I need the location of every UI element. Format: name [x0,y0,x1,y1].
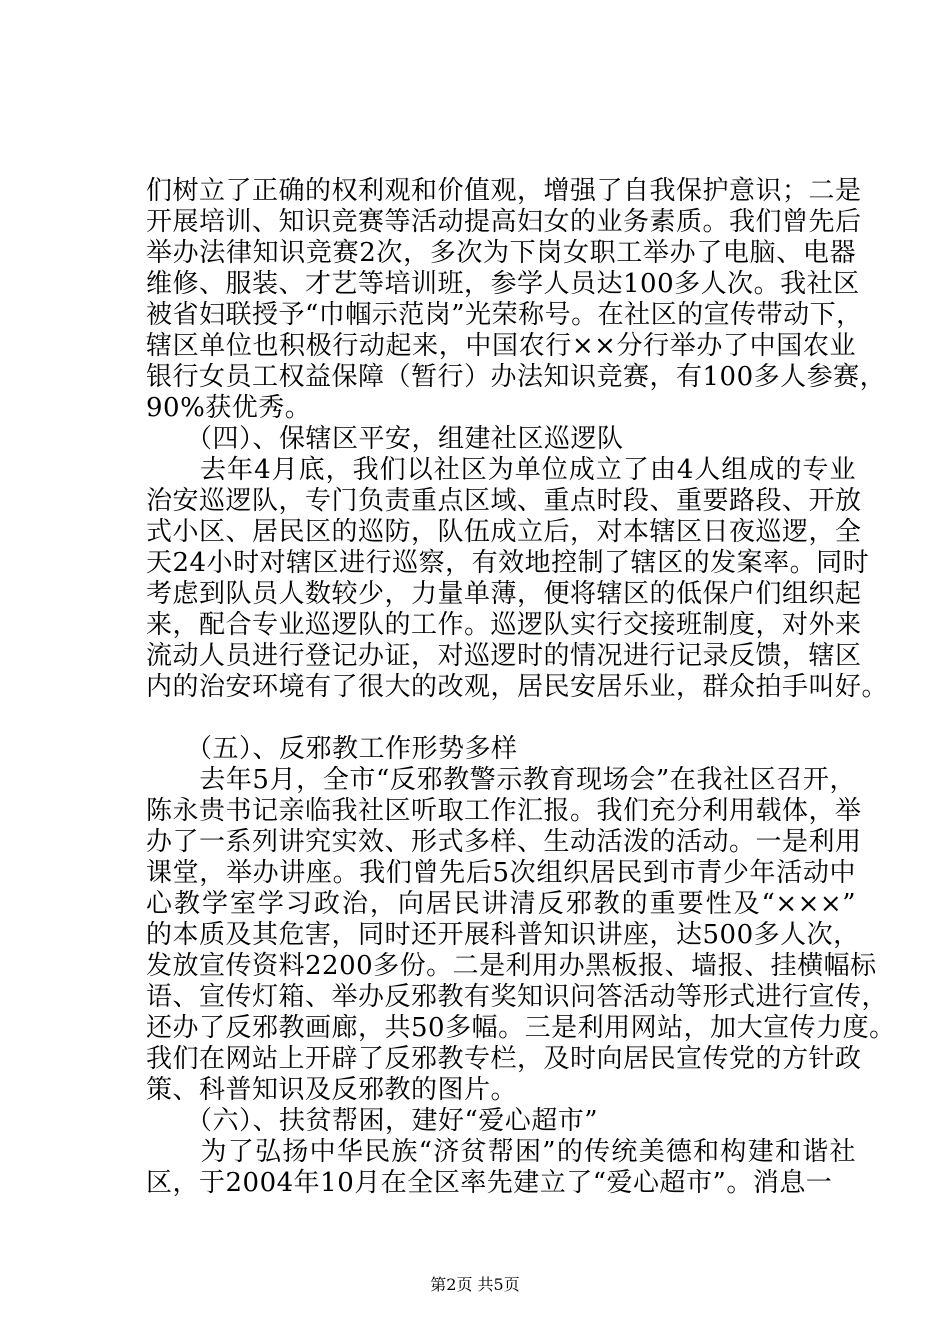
text-line: 治安巡逻队，专门负责重点区域、重点时段、重要路段、开放 [146,486,862,516]
text-line: 辖区单位也积极行动起来，中国农行××分行举办了中国农业 [146,331,856,361]
text-line: 语、宣传灯箱、举办反邪教有奖知识问答活动等形式进行宣传， [146,982,889,1012]
text-line: 为了弘扬中华民族“济贫帮困”的传统美德和构建和谐社 [146,1137,856,1167]
text-line: 举办法律知识竞赛2次，多次为下岗女职工举办了电脑、电器 [146,238,856,268]
text-line: 来，配合专业巡逻队的工作。巡逻队实行交接班制度，对外来 [146,610,862,640]
text-line: 策、科普知识及反邪教的图片。 [146,1075,518,1105]
text-line: 式小区、居民区的巡防，队伍成立后，对本辖区日夜巡逻，全 [146,517,862,547]
text-line: 去年4月底，我们以社区为单位成立了由4人组成的专业 [146,455,856,485]
text-line: （六）、扶贫帮困，建好“爱心超市” [146,1106,599,1136]
text-line: 内的治安环境有了很大的改观，居民安居乐业，群众拍手叫好。 [146,672,889,702]
text-line: 流动人员进行登记办证，对巡逻时的情况进行记录反馈，辖区 [146,641,862,671]
text-line: 办了一系列讲究实效、形式多样、生动活泼的活动。一是利用 [146,827,862,857]
text-line: 还办了反邪教画廊，共50多幅。三是利用网站，加大宣传力度。 [146,1013,896,1043]
text-line: 天24小时对辖区进行巡察，有效地控制了辖区的发案率。同时 [146,548,870,578]
document-body [146,176,896,1199]
text-line: 区，于2004年10月在全区率先建立了“爱心超市”。消息一 [146,1168,833,1198]
text-line: （五）、反邪教工作形势多样 [146,734,518,764]
page-footer: 第2页 共5页 [430,1275,520,1294]
text-line: 课堂，举办讲座。我们曾先后5次组织居民到市青少年活动中 [146,858,856,888]
text-line: 我们在网站上开辟了反邪教专栏，及时向居民宣传党的方针政 [146,1044,862,1074]
text-line: （四）、保辖区平安，组建社区巡逻队 [146,424,624,454]
text-line: 90%获优秀。 [146,393,312,423]
text-line: 们树立了正确的权利观和价值观，增强了自我保护意识；二是 [146,176,862,206]
text-line: 发放宣传资料2200多份。二是利用办黑板报、墙报、挂横幅标 [146,951,877,981]
text-line: 银行女员工权益保障（暂行）办法知识竞赛，有100多人参赛， [146,362,887,392]
text-line: 被省妇联授予“巾帼示范岗”光荣称号。在社区的宣传带动下， [146,300,863,330]
text-line: 陈永贵书记亲临我社区听取工作汇报。我们充分利用载体，举 [146,796,862,826]
text-line: 去年5月，全市“反邪教警示教育现场会”在我社区召开， [146,765,856,795]
text-line: 心教学室学习政治，向居民讲清反邪教的重要性及“×××” [146,889,856,919]
paragraph-gap [146,703,856,734]
text-line: 考虑到队员人数较少，力量单薄，便将辖区的低保户们组织起 [146,579,862,609]
text-line: 开展培训、知识竞赛等活动提高妇女的业务素质。我们曾先后 [146,207,862,237]
text-line: 维修、服装、才艺等培训班，参学人员达100多人次。我社区 [146,269,860,299]
text-line: 的本质及其危害，同时还开展科普知识讲座，达500多人次， [146,920,860,950]
